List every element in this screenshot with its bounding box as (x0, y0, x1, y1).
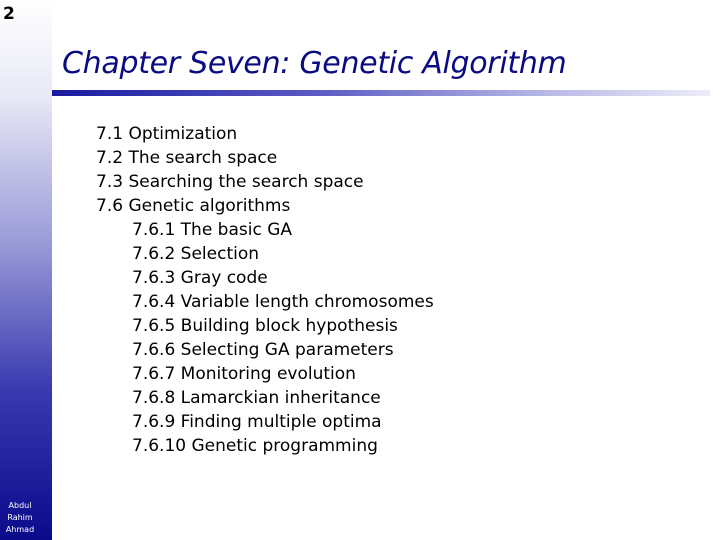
slide-number: 2 (3, 4, 15, 24)
outline-item: 7.1 Optimization (96, 124, 238, 144)
outline-subitem: 7.6.4 Variable length chromosomes (132, 292, 434, 312)
outline-item: 7.2 The search space (96, 148, 278, 168)
outline-item: 7.3 Searching the search space (96, 172, 364, 192)
slide-title: Chapter Seven: Genetic Algorithm (62, 46, 567, 81)
outline-subitem: 7.6.7 Monitoring evolution (132, 364, 356, 384)
outline-subitem: 7.6.1 The basic GA (132, 220, 293, 240)
outline-subitem: 7.6.2 Selection (132, 244, 260, 264)
title-underline (52, 90, 710, 96)
outline-list (96, 122, 434, 458)
outline-subitem: 7.6.5 Building block hypothesis (132, 316, 398, 336)
outline-subitem: 7.6.9 Finding multiple optima (132, 412, 382, 432)
author-last-name: Ahmad (5, 525, 35, 534)
outline-subitem: 7.6.10 Genetic programming (132, 436, 378, 456)
author-middle-name: Rahim (7, 513, 33, 522)
outline-item: 7.6 Genetic algorithms (96, 196, 291, 216)
outline-subitem: 7.6.3 Gray code (132, 268, 268, 288)
outline-subitem: 7.6.6 Selecting GA parameters (132, 340, 394, 360)
author-name (0, 500, 40, 536)
outline-subitem: 7.6.8 Lamarckian inheritance (132, 388, 381, 408)
author-first-name: Abdul (8, 501, 32, 510)
sidebar-gradient-bar (0, 0, 52, 540)
